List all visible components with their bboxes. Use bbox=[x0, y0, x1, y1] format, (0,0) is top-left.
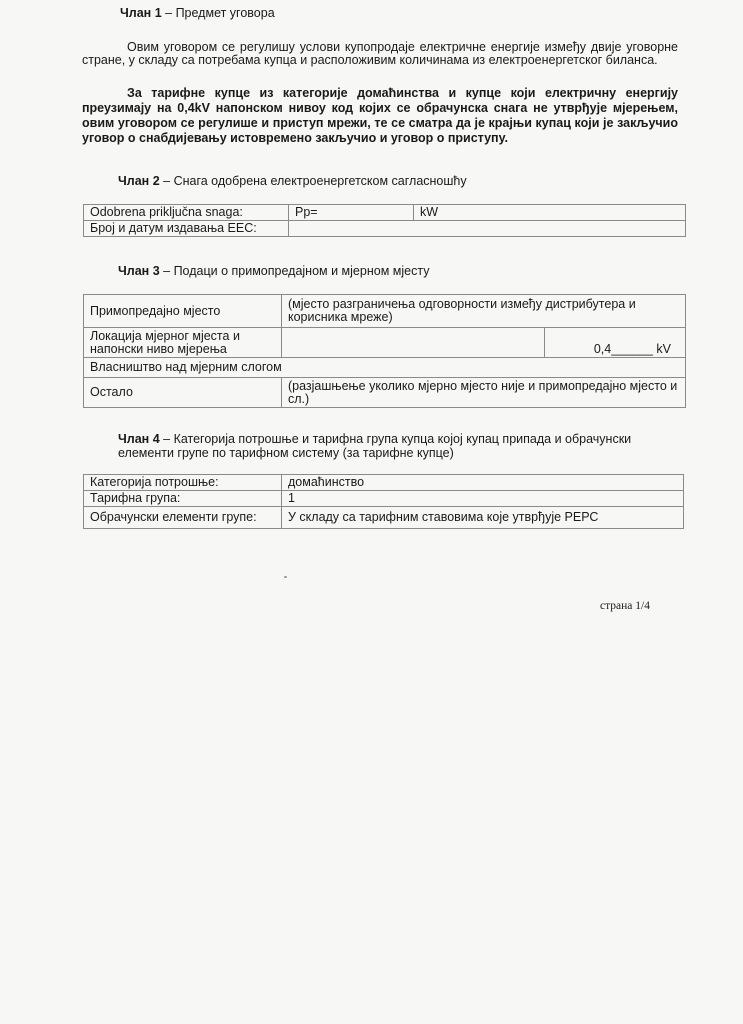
metering-location-label: Локација мјерног мјеста и напонски ниво мјерења bbox=[84, 328, 282, 358]
handover-point-label: Примопредајно мјесто bbox=[84, 295, 282, 328]
metering-location-value bbox=[282, 328, 545, 358]
meter-ownership-label: Власништво над мјерним слогом bbox=[84, 358, 686, 378]
approved-power-pp: Pp= bbox=[289, 205, 414, 221]
article-2-label: Члан 2 bbox=[118, 174, 160, 188]
article-3-heading bbox=[118, 264, 429, 278]
table-row bbox=[84, 205, 686, 221]
billing-elements-label: Обрачунски елементи групе: bbox=[84, 507, 282, 529]
article-3-label: Члан 3 bbox=[118, 264, 160, 278]
article-4-heading bbox=[118, 432, 684, 460]
other-label: Остало bbox=[84, 378, 282, 408]
page-number: страна 1/4 bbox=[600, 600, 650, 612]
eec-number-date-value bbox=[289, 221, 686, 237]
article-2-table bbox=[83, 204, 686, 237]
article-2-title: – Снага одобрена електроенергетском сагласношћу bbox=[163, 174, 467, 188]
table-row bbox=[84, 491, 684, 507]
table-row bbox=[84, 221, 686, 237]
metering-voltage-value: 0,4______ kV bbox=[545, 328, 686, 358]
table-row bbox=[84, 358, 686, 378]
table-row bbox=[84, 328, 686, 358]
article-1-heading bbox=[120, 6, 275, 20]
eec-number-date-label: Број и датум издавања EEC: bbox=[84, 221, 289, 237]
handover-point-value: (мјесто разграничења одговорности између дистрибутера и корисника мреже) bbox=[282, 295, 686, 328]
article-4-table bbox=[83, 474, 684, 529]
approved-power-unit: kW bbox=[414, 205, 686, 221]
article-4-label: Члан 4 bbox=[118, 432, 160, 446]
article-1-paragraph-2: За тарифне купце из категорије домаћинства и купце који електричну енергију преузимају на 0,4kV напонском нивоу код којих се обрачунска снага не утврђује мјерењем, овим уговором се регулише и приступ мрежи, те се сматра да је крајњи купац који је закључио уговор о снабдијевању истовремено закључио и уговор о приступу. bbox=[82, 86, 678, 145]
billing-elements-value: У складу са тарифним ставовима које утврђује РЕРС bbox=[282, 507, 684, 529]
table-row bbox=[84, 295, 686, 328]
consumption-category-value: домаћинство bbox=[282, 475, 684, 491]
tariff-group-value: 1 bbox=[282, 491, 684, 507]
table-row bbox=[84, 475, 684, 491]
scan-speck bbox=[284, 576, 287, 578]
approved-power-label: Odobrena priključna snaga: bbox=[84, 205, 289, 221]
article-2-heading bbox=[118, 174, 467, 188]
article-1-label: Члан 1 bbox=[120, 6, 162, 20]
consumption-category-label: Категорија потрошње: bbox=[84, 475, 282, 491]
article-1-paragraph-1: Овим уговором се регулишу услови купопродаје електричне енергије између двије уговорне стране, у складу са потребама купца и расположивим количинама из електроенергетског биланса. bbox=[82, 40, 678, 67]
tariff-group-label: Тарифна група: bbox=[84, 491, 282, 507]
article-4-title: – Категорија потрошње и тарифна група купца којој купац припада и обрачунски елементи групе по тарифном систему (за тарифне купце) bbox=[118, 432, 632, 460]
article-1-title: – Предмет уговора bbox=[165, 6, 275, 20]
article-3-title: – Подаци о примопредајном и мјерном мјесту bbox=[163, 264, 430, 278]
table-row bbox=[84, 378, 686, 408]
other-value: (разјашњење уколико мјерно мјесто није и примопредајно мјесто и сл.) bbox=[282, 378, 686, 408]
table-row bbox=[84, 507, 684, 529]
article-3-table bbox=[83, 294, 686, 408]
